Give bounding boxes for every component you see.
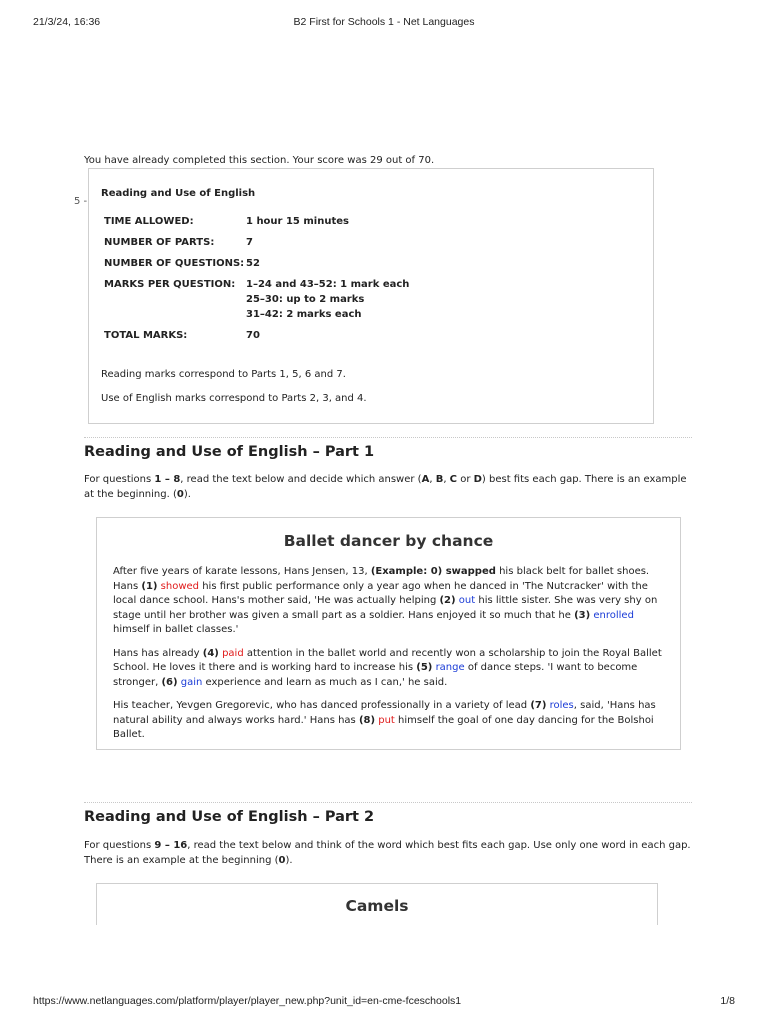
- info-label: NUMBER OF QUESTIONS:: [104, 258, 245, 269]
- answer-incorrect: showed: [160, 580, 200, 592]
- ballet-text-box: [96, 517, 681, 750]
- info-row: [104, 235, 409, 256]
- info-value: [246, 277, 409, 328]
- print-page-number: 1/8: [720, 995, 735, 1007]
- print-url: https://www.netlanguages.com/platform/player/player_new.php?unit_id=en-cme-fceschools1: [33, 995, 462, 1007]
- answer-correct: range: [435, 662, 465, 673]
- text-paragraph: Hans has already (4) paid attention in the ballet world and recently won a scholarship to join the Royal Ballet School. He loves it there and is working hard to increase his (5) range of dance steps. 'I want to become stronger, (6) gain experience and learn as much as I can,' he said.: [113, 647, 662, 688]
- part2-heading: Reading and Use of English – Part 2: [84, 809, 375, 825]
- text-title: Ballet dancer by chance: [283, 532, 494, 550]
- completed-message: You have already completed this section. Your score was 29 out of 70.: [84, 155, 435, 166]
- text-paragraph: After five years of karate lessons, Hans Jensen, 13, (Example: 0) swapped his black belt for ballet shoes. Hans (1) showed his first public performance only a year ago when he danced in 'The Nutcracker' with the local dance school. Hans's mother said, 'He was actually helping (2) out his little sister. She was very shy on stage until her brother was given a small part as a soldier. Hans enjoyed it so much that he (3) enrolled himself in ballet classes.': [113, 566, 658, 635]
- info-label: TIME ALLOWED:: [104, 216, 194, 227]
- answer-correct: enrolled: [593, 609, 634, 621]
- reading-marks-note: Reading marks correspond to Parts 1, 5, 6 and 7.: [101, 369, 346, 380]
- exam-info-box: [88, 168, 654, 424]
- info-row: [104, 277, 409, 328]
- use-of-english-marks-note: Use of English marks correspond to Parts 2, 3, and 4.: [101, 393, 367, 404]
- exam-info-table: [104, 214, 409, 343]
- print-date: 21/3/24, 16:36: [33, 16, 101, 28]
- info-label: MARKS PER QUESTION:: [104, 279, 236, 290]
- info-value: 70: [246, 330, 260, 341]
- info-value-line: 1–24 and 43–52: 1 mark each: [246, 279, 410, 290]
- info-box-title: Reading and Use of English: [101, 188, 256, 199]
- info-label: TOTAL MARKS:: [104, 330, 188, 341]
- info-label: NUMBER OF PARTS:: [104, 237, 215, 248]
- stray-mark: 5 -: [74, 196, 88, 207]
- answer-correct: roles: [549, 700, 574, 711]
- info-value-line: 25–30: up to 2 marks: [246, 294, 365, 305]
- answer-correct: gain: [180, 676, 203, 688]
- info-value: 7: [246, 237, 253, 248]
- info-row: [104, 328, 409, 343]
- part1-instructions: For questions 1 – 8, read the text below and decide which answer (A, B, C or D) best fits each gap. There is an example at the beginning. (0).: [84, 474, 687, 500]
- answer-incorrect: paid: [222, 647, 244, 659]
- answer-correct: out: [458, 595, 476, 606]
- text-title: Camels: [345, 897, 409, 915]
- info-value: 52: [246, 258, 260, 269]
- info-row: [104, 256, 409, 277]
- text-paragraph: His teacher, Yevgen Gregorevic, who has danced professionally in a variety of lead (7) roles, said, 'Hans has natural ability and always works hard.' Hans has (8) put himself the goal of one day dancing for the Bolshoi Ballet.: [113, 700, 656, 740]
- info-value: 1 hour 15 minutes: [246, 216, 349, 227]
- info-value-line: 31–42: 2 marks each: [246, 309, 362, 320]
- info-row: [104, 214, 409, 235]
- camels-text-box: [96, 883, 658, 925]
- part2-instructions: For questions 9 – 16, read the text below and think of the word which best fits each gap. Use only one word in each gap. There is an example at the beginning (0).: [84, 840, 691, 866]
- print-page-title: B2 First for Schools 1 - Net Languages: [293, 16, 475, 28]
- answer-incorrect: put: [378, 714, 395, 726]
- section-divider: [84, 802, 692, 803]
- section-divider: [84, 437, 692, 438]
- part1-heading: Reading and Use of English – Part 1: [84, 444, 375, 460]
